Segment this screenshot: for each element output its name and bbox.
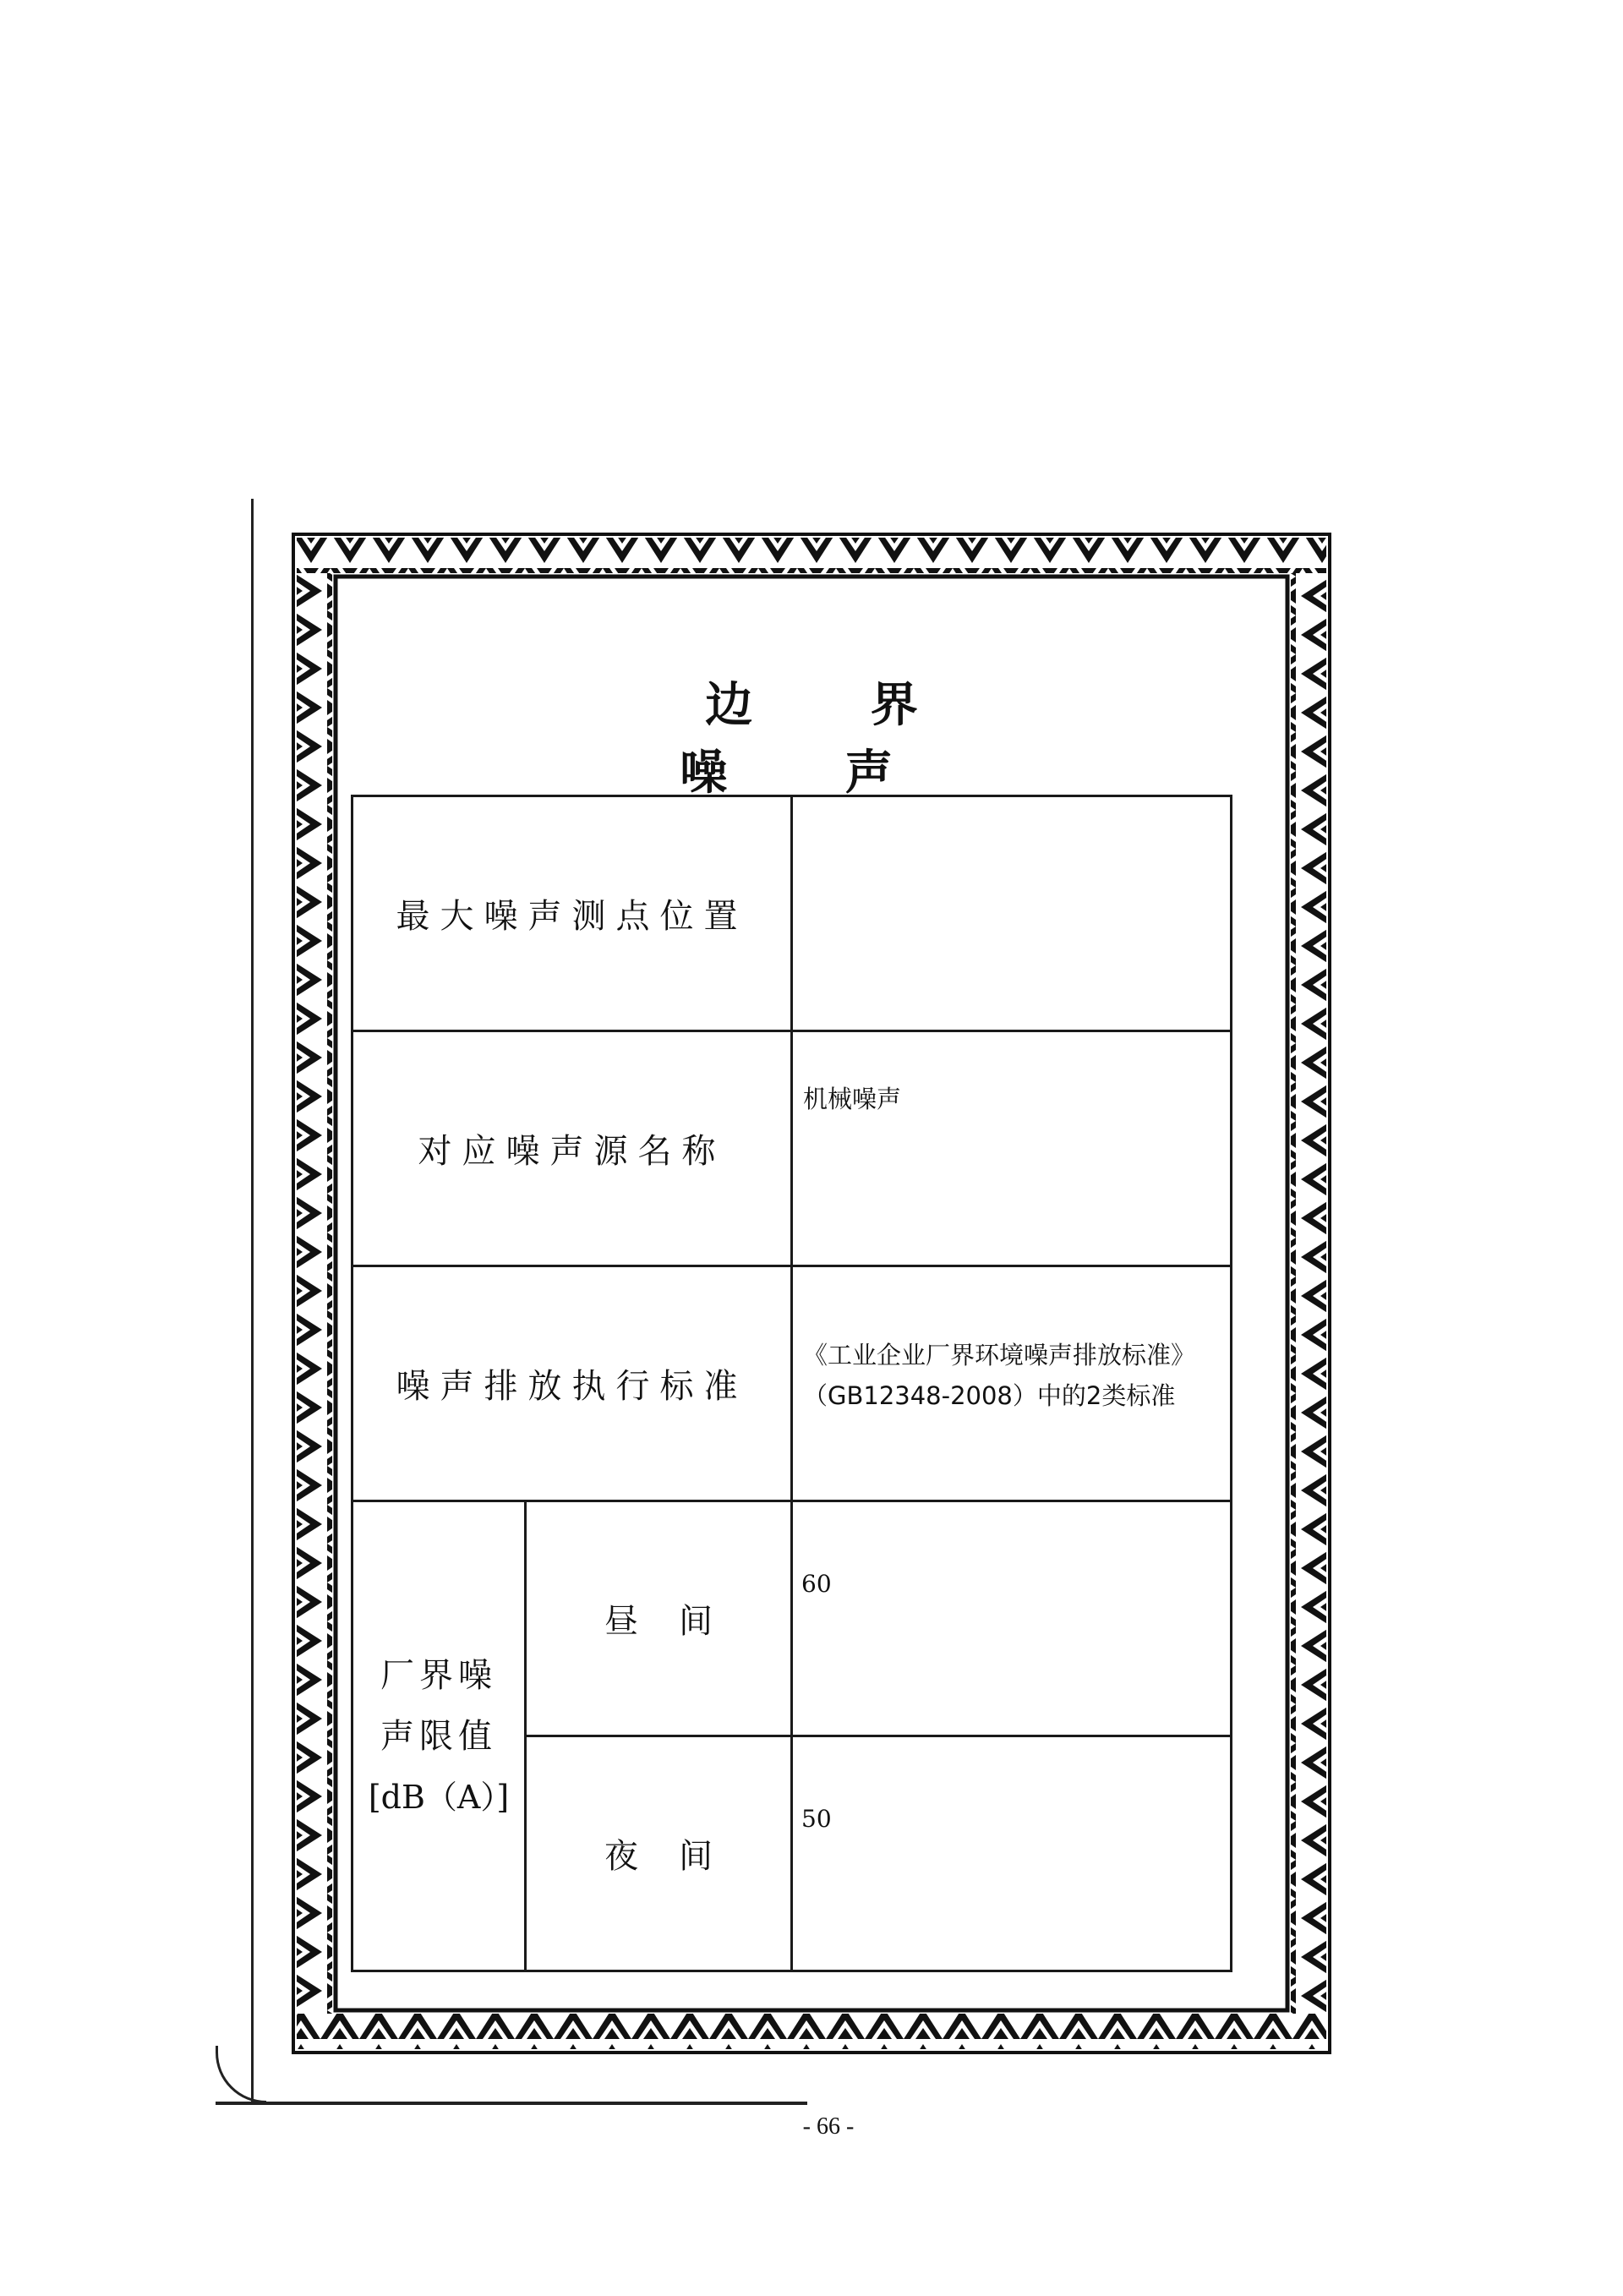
daytime-limit-value: 60 — [792, 1501, 1232, 1736]
daytime-label: 昼间 — [526, 1501, 792, 1736]
boundary-noise-limit-label — [352, 1501, 526, 1971]
max-noise-point-label: 最大噪声测点位置 — [352, 796, 792, 1031]
limit-label-line1: 厂界噪 — [380, 1655, 497, 1695]
certificate-frame — [292, 533, 1331, 2054]
page-edge-left — [251, 499, 254, 2105]
nighttime-label: 夜间 — [526, 1736, 792, 1971]
nighttime-limit-value: 50 — [792, 1736, 1232, 1971]
max-noise-point-value — [792, 796, 1232, 1031]
table-row — [352, 1501, 1232, 1736]
noise-source-label: 对应噪声源名称 — [352, 1031, 792, 1266]
page-edge-curl — [216, 2046, 266, 2103]
emission-standard-value: 《工业企业厂界环境噪声排放标准》（GB12348-2008）中的2类标准 — [792, 1266, 1232, 1501]
table-row — [352, 796, 1232, 1031]
table-row — [352, 1266, 1232, 1501]
table-row — [352, 1031, 1232, 1266]
noise-info-table — [351, 795, 1232, 1972]
page-number: - 66 - — [802, 2113, 855, 2140]
emission-standard-label: 噪声排放执行标准 — [352, 1266, 792, 1501]
limit-label-line2: 声限值 — [380, 1716, 497, 1756]
limit-label-unit: [dB（A）] — [368, 1778, 510, 1816]
noise-source-value: 机械噪声 — [792, 1031, 1232, 1266]
document-title: 边 界 噪 声 — [680, 677, 969, 801]
page-edge-bottom — [216, 2102, 807, 2105]
